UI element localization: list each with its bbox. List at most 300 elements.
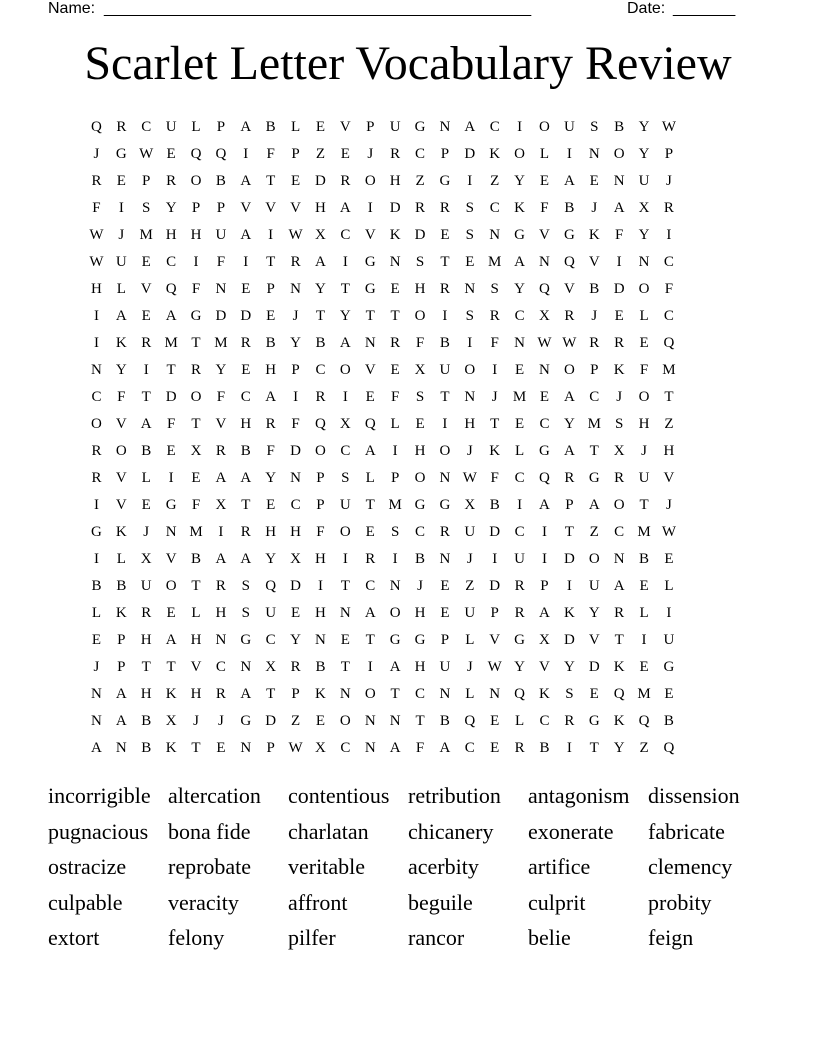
- grid-letter: E: [539, 389, 550, 405]
- grid-letter: U: [514, 551, 525, 567]
- grid-letter: J: [292, 308, 299, 324]
- grid-row: [84, 438, 681, 465]
- grid-letter: E: [141, 254, 151, 270]
- grid-letter: K: [165, 740, 177, 756]
- grid-letter: A: [464, 119, 476, 135]
- grid-letter: R: [215, 443, 226, 459]
- word-bank-item: feign: [648, 925, 694, 950]
- word-bank-item: veritable: [288, 854, 365, 879]
- grid-row: [84, 141, 681, 168]
- grid-letter: S: [341, 470, 350, 486]
- grid-letter: E: [266, 308, 276, 324]
- grid-letter: R: [663, 200, 674, 216]
- grid-letter: A: [563, 173, 575, 189]
- grid-letter: J: [93, 146, 100, 162]
- grid-letter: N: [613, 173, 625, 189]
- grid-letter: T: [415, 713, 425, 729]
- grid-letter: U: [389, 119, 401, 135]
- grid-letter: P: [142, 173, 151, 189]
- grid-letter: X: [190, 443, 202, 459]
- grid-letter: H: [190, 686, 202, 702]
- grid-letter: K: [165, 686, 177, 702]
- grid-letter: V: [115, 416, 127, 432]
- grid-letter: E: [639, 578, 649, 594]
- grid-letter: W: [562, 335, 577, 351]
- grid-letter: I: [317, 578, 323, 594]
- grid-letter: I: [218, 524, 224, 540]
- grid-letter: P: [540, 578, 549, 594]
- grid-letter: C: [91, 389, 102, 405]
- grid-letter: G: [364, 254, 376, 270]
- grid-letter: G: [439, 497, 451, 513]
- grid-letter: G: [240, 632, 252, 648]
- grid-letter: I: [93, 551, 99, 567]
- grid-letter: Y: [588, 605, 600, 621]
- grid-letter: U: [464, 524, 476, 540]
- grid-letter: A: [563, 443, 575, 459]
- grid-letter: O: [190, 173, 202, 189]
- grid-letter: O: [339, 362, 351, 378]
- grid-letter: U: [165, 119, 177, 135]
- grid-letter: R: [191, 362, 202, 378]
- grid-letter: A: [240, 227, 252, 243]
- grid-letter: X: [140, 551, 152, 567]
- grid-letter: F: [639, 362, 649, 378]
- grid-letter: N: [91, 362, 102, 378]
- grid-letter: D: [389, 200, 401, 216]
- grid-letter: U: [140, 578, 152, 594]
- grid-letter: Q: [315, 416, 326, 432]
- grid-letter: A: [339, 335, 351, 351]
- grid-letter: M: [164, 335, 178, 351]
- grid-letter: B: [315, 659, 326, 675]
- grid-letter: E: [539, 173, 550, 189]
- grid-letter: E: [290, 605, 301, 621]
- grid-letter: E: [440, 578, 450, 594]
- grid-letter: C: [663, 254, 674, 270]
- grid-letter: N: [613, 551, 625, 567]
- grid-letter: B: [141, 740, 152, 756]
- grid-letter: B: [91, 578, 102, 594]
- grid-letter: Z: [639, 740, 649, 756]
- grid-letter: D: [265, 713, 277, 729]
- grid-letter: F: [191, 281, 201, 297]
- grid-letter: G: [240, 713, 252, 729]
- grid-letter: A: [563, 389, 575, 405]
- grid-letter: X: [315, 740, 326, 756]
- grid-letter: O: [638, 281, 650, 297]
- grid-letter: V: [364, 227, 376, 243]
- word-bank-item: rancor: [408, 925, 465, 950]
- grid-letter: O: [539, 119, 550, 135]
- grid-letter: E: [166, 443, 176, 459]
- grid-letter: R: [166, 173, 177, 189]
- grid-letter: H: [315, 551, 326, 567]
- grid-letter: E: [116, 173, 126, 189]
- grid-letter: S: [241, 605, 250, 621]
- grid-letter: L: [465, 686, 475, 702]
- grid-letter: P: [316, 497, 325, 513]
- grid-letter: H: [315, 200, 326, 216]
- grid-letter: E: [589, 686, 599, 702]
- grid-letter: U: [215, 227, 227, 243]
- grid-letter: X: [215, 497, 227, 513]
- grid-letter: N: [364, 740, 376, 756]
- grid-letter: M: [662, 362, 676, 378]
- grid-letter: R: [390, 335, 401, 351]
- grid-letter: K: [115, 335, 127, 351]
- grid-letter: L: [390, 416, 400, 432]
- grid-letter: T: [191, 335, 201, 351]
- grid-letter: Q: [215, 146, 227, 162]
- grid-letter: Y: [215, 362, 227, 378]
- grid-letter: P: [117, 659, 126, 675]
- grid-letter: G: [414, 497, 426, 513]
- word-bank-item: reprobate: [168, 854, 252, 879]
- grid-letter: O: [91, 416, 102, 432]
- grid-letter: E: [465, 254, 475, 270]
- grid-letter: U: [265, 605, 277, 621]
- grid-row: [84, 276, 681, 303]
- grid-letter: T: [315, 308, 326, 324]
- grid-letter: O: [588, 551, 600, 567]
- grid-letter: N: [489, 227, 501, 243]
- grid-letter: T: [365, 308, 375, 324]
- grid-letter: T: [166, 659, 176, 675]
- grid-letter: N: [588, 146, 600, 162]
- date-blank-line: _______: [673, 0, 736, 17]
- grid-letter: I: [517, 119, 523, 135]
- grid-letter: A: [339, 200, 351, 216]
- grid-letter: N: [339, 686, 351, 702]
- grid-letter: P: [291, 146, 300, 162]
- grid-letter: Q: [539, 281, 550, 297]
- grid-row: [84, 357, 681, 384]
- grid-letter: G: [514, 632, 525, 648]
- grid-letter: A: [165, 308, 177, 324]
- grid-letter: P: [266, 281, 275, 297]
- grid-letter: Y: [514, 173, 525, 189]
- grid-letter: P: [266, 740, 275, 756]
- grid-letter: B: [439, 713, 450, 729]
- grid-row: [84, 249, 681, 276]
- word-bank-item: culprit: [528, 889, 586, 915]
- grid-letter: C: [365, 578, 376, 594]
- grid-letter: I: [616, 254, 622, 270]
- grid-letter: A: [115, 686, 127, 702]
- grid-letter: F: [316, 524, 325, 540]
- grid-letter: J: [143, 524, 150, 540]
- grid-letter: E: [490, 713, 500, 729]
- grid-letter: M: [488, 254, 502, 270]
- grid-letter: G: [563, 227, 575, 243]
- grid-letter: N: [91, 713, 102, 729]
- grid-letter: H: [663, 443, 675, 459]
- grid-letter: W: [661, 524, 677, 540]
- grid-letter: P: [216, 119, 226, 135]
- grid-letter: O: [339, 713, 351, 729]
- grid-row: [84, 600, 681, 627]
- grid-letter: J: [666, 497, 672, 513]
- grid-letter: E: [340, 146, 350, 162]
- grid-letter: Z: [465, 578, 475, 594]
- grid-letter: T: [340, 281, 350, 297]
- grid-row: [84, 627, 681, 654]
- grid-letter: S: [614, 416, 624, 432]
- grid-letter: W: [462, 470, 477, 486]
- grid-letter: E: [340, 632, 350, 648]
- grid-letter: O: [339, 524, 351, 540]
- grid-letter: Z: [664, 416, 674, 432]
- grid-letter: P: [366, 119, 375, 135]
- grid-letter: C: [663, 308, 674, 324]
- grid-letter: T: [664, 389, 674, 405]
- grid-letter: I: [566, 740, 572, 756]
- grid-letter: X: [539, 632, 550, 648]
- grid-letter: H: [140, 632, 152, 648]
- grid-letter: J: [466, 551, 473, 567]
- grid-letter: L: [116, 551, 126, 567]
- grid-letter: F: [390, 389, 400, 405]
- grid-letter: R: [415, 200, 426, 216]
- word-bank-item: probity: [648, 889, 712, 915]
- grid-letter: O: [563, 362, 575, 378]
- grid-letter: F: [216, 254, 226, 270]
- grid-letter: F: [415, 740, 425, 756]
- grid-letter: Y: [315, 281, 326, 297]
- grid-letter: T: [191, 416, 201, 432]
- grid-letter: H: [389, 173, 401, 189]
- grid-letter: H: [265, 362, 277, 378]
- grid-letter: R: [215, 686, 226, 702]
- grid-letter: U: [638, 173, 650, 189]
- grid-letter: E: [515, 416, 525, 432]
- grid-letter: N: [364, 335, 376, 351]
- grid-letter: C: [290, 497, 301, 513]
- grid-letter: V: [240, 200, 252, 216]
- grid-row: [84, 654, 681, 681]
- name-label: Name:: [48, 0, 96, 17]
- grid-letter: A: [215, 470, 227, 486]
- grid-letter: I: [168, 470, 174, 486]
- grid-letter: C: [514, 470, 525, 486]
- grid-letter: N: [290, 281, 301, 297]
- grid-letter: P: [440, 146, 450, 162]
- grid-letter: G: [389, 632, 401, 648]
- grid-letter: N: [364, 713, 376, 729]
- word-bank-item: acerbity: [408, 854, 479, 879]
- grid-letter: W: [487, 659, 502, 675]
- grid-letter: G: [514, 227, 525, 243]
- grid-letter: L: [465, 632, 475, 648]
- grid-letter: T: [440, 254, 450, 270]
- grid-letter: C: [240, 389, 251, 405]
- grid-letter: R: [589, 335, 600, 351]
- grid-letter: T: [266, 173, 276, 189]
- grid-row: [84, 303, 681, 330]
- grid-letter: E: [515, 362, 525, 378]
- grid-letter: U: [588, 578, 600, 594]
- grid-letter: A: [613, 578, 625, 594]
- grid-letter: N: [638, 254, 650, 270]
- grid-letter: C: [489, 119, 500, 135]
- grid-letter: F: [490, 470, 499, 486]
- grid-row: [84, 384, 681, 411]
- grid-letter: R: [439, 524, 450, 540]
- grid-letter: X: [414, 362, 426, 378]
- grid-letter: A: [514, 254, 525, 270]
- grid-letter: A: [539, 497, 550, 513]
- word-bank-item: fabricate: [648, 818, 725, 844]
- grid-letter: I: [566, 578, 572, 594]
- grid-letter: Z: [290, 713, 301, 729]
- grid-letter: Y: [638, 227, 650, 243]
- grid-letter: I: [492, 362, 498, 378]
- grid-letter: Y: [265, 470, 277, 486]
- grid-letter: A: [265, 389, 277, 405]
- grid-letter: T: [589, 443, 599, 459]
- grid-row: [84, 222, 681, 249]
- grid-letter: B: [439, 335, 450, 351]
- grid-letter: P: [216, 200, 226, 216]
- grid-letter: O: [414, 470, 426, 486]
- grid-letter: C: [539, 713, 550, 729]
- grid-letter: R: [290, 254, 301, 270]
- grid-letter: G: [364, 281, 376, 297]
- grid-letter: T: [440, 389, 450, 405]
- grid-letter: Q: [514, 686, 525, 702]
- word-search-grid: [84, 114, 681, 762]
- grid-letter: N: [290, 470, 301, 486]
- grid-letter: H: [165, 227, 177, 243]
- grid-letter: I: [392, 551, 398, 567]
- grid-letter: D: [290, 443, 301, 459]
- word-bank-item: bona fide: [168, 818, 251, 844]
- grid-letter: Y: [290, 632, 301, 648]
- grid-letter: Q: [190, 146, 202, 162]
- grid-letter: E: [166, 605, 176, 621]
- grid-letter: I: [342, 254, 348, 270]
- grid-letter: B: [539, 740, 550, 756]
- grid-letter: S: [465, 308, 474, 324]
- grid-letter: L: [191, 605, 201, 621]
- grid-letter: Y: [514, 659, 525, 675]
- grid-letter: K: [115, 524, 127, 540]
- grid-letter: X: [464, 497, 476, 513]
- grid-letter: B: [265, 119, 276, 135]
- grid-letter: A: [539, 605, 550, 621]
- grid-letter: E: [415, 416, 425, 432]
- grid-letter: S: [390, 524, 400, 540]
- grid-letter: A: [240, 119, 252, 135]
- grid-letter: C: [514, 524, 525, 540]
- grid-letter: V: [339, 119, 351, 135]
- grid-letter: I: [143, 362, 149, 378]
- word-bank-item: exonerate: [528, 818, 614, 844]
- grid-letter: B: [315, 335, 326, 351]
- grid-letter: T: [390, 686, 400, 702]
- grid-letter: X: [339, 416, 351, 432]
- grid-letter: R: [390, 146, 401, 162]
- grid-letter: H: [215, 605, 227, 621]
- grid-letter: R: [91, 173, 102, 189]
- grid-letter: Q: [265, 578, 277, 594]
- word-bank-item: pilfer: [288, 925, 336, 950]
- grid-letter: C: [340, 227, 351, 243]
- grid-letter: B: [489, 497, 500, 513]
- grid-letter: A: [389, 659, 401, 675]
- grid-letter: H: [414, 281, 426, 297]
- grid-letter: O: [115, 443, 127, 459]
- grid-letter: M: [637, 524, 651, 540]
- grid-letter: O: [315, 443, 326, 459]
- grid-letter: I: [666, 605, 672, 621]
- grid-letter: P: [291, 362, 300, 378]
- grid-letter: I: [193, 254, 199, 270]
- grid-letter: A: [389, 740, 401, 756]
- grid-letter: A: [165, 632, 177, 648]
- grid-letter: I: [492, 551, 498, 567]
- grid-letter: J: [491, 389, 498, 405]
- grid-letter: I: [541, 524, 547, 540]
- grid-letter: K: [588, 227, 600, 243]
- grid-letter: N: [389, 578, 401, 594]
- grid-letter: K: [613, 659, 625, 675]
- grid-letter: E: [639, 335, 649, 351]
- grid-letter: R: [141, 335, 152, 351]
- grid-letter: N: [539, 254, 550, 270]
- grid-letter: I: [541, 551, 547, 567]
- grid-letter: T: [639, 497, 649, 513]
- grid-letter: R: [116, 119, 127, 135]
- grid-letter: E: [166, 146, 176, 162]
- grid-letter: P: [565, 497, 574, 513]
- grid-letter: O: [389, 605, 401, 621]
- grid-letter: J: [193, 713, 199, 729]
- grid-letter: R: [564, 470, 575, 486]
- grid-letter: N: [91, 686, 102, 702]
- grid-letter: O: [364, 173, 376, 189]
- grid-letter: P: [390, 470, 400, 486]
- grid-letter: N: [464, 281, 476, 297]
- grid-letter: R: [91, 470, 102, 486]
- grid-letter: N: [514, 335, 525, 351]
- grid-letter: H: [290, 524, 301, 540]
- grid-letter: E: [365, 524, 375, 540]
- grid-letter: E: [390, 281, 400, 297]
- grid-letter: P: [490, 605, 499, 621]
- grid-letter: O: [414, 308, 426, 324]
- grid-letter: L: [639, 308, 649, 324]
- grid-letter: Q: [165, 281, 177, 297]
- grid-letter: T: [241, 497, 251, 513]
- grid-letter: F: [490, 335, 499, 351]
- grid-letter: V: [290, 200, 301, 216]
- grid-letter: R: [439, 281, 450, 297]
- grid-letter: E: [141, 308, 151, 324]
- grid-letter: O: [638, 389, 650, 405]
- grid-letter: M: [214, 335, 228, 351]
- grid-letter: L: [290, 119, 301, 135]
- grid-letter: N: [389, 254, 401, 270]
- grid-letter: G: [165, 497, 177, 513]
- grid-letter: Y: [339, 308, 351, 324]
- grid-letter: D: [290, 578, 301, 594]
- grid-letter: R: [439, 200, 450, 216]
- grid-letter: G: [539, 443, 550, 459]
- grid-letter: Q: [663, 335, 675, 351]
- grid-letter: A: [115, 308, 127, 324]
